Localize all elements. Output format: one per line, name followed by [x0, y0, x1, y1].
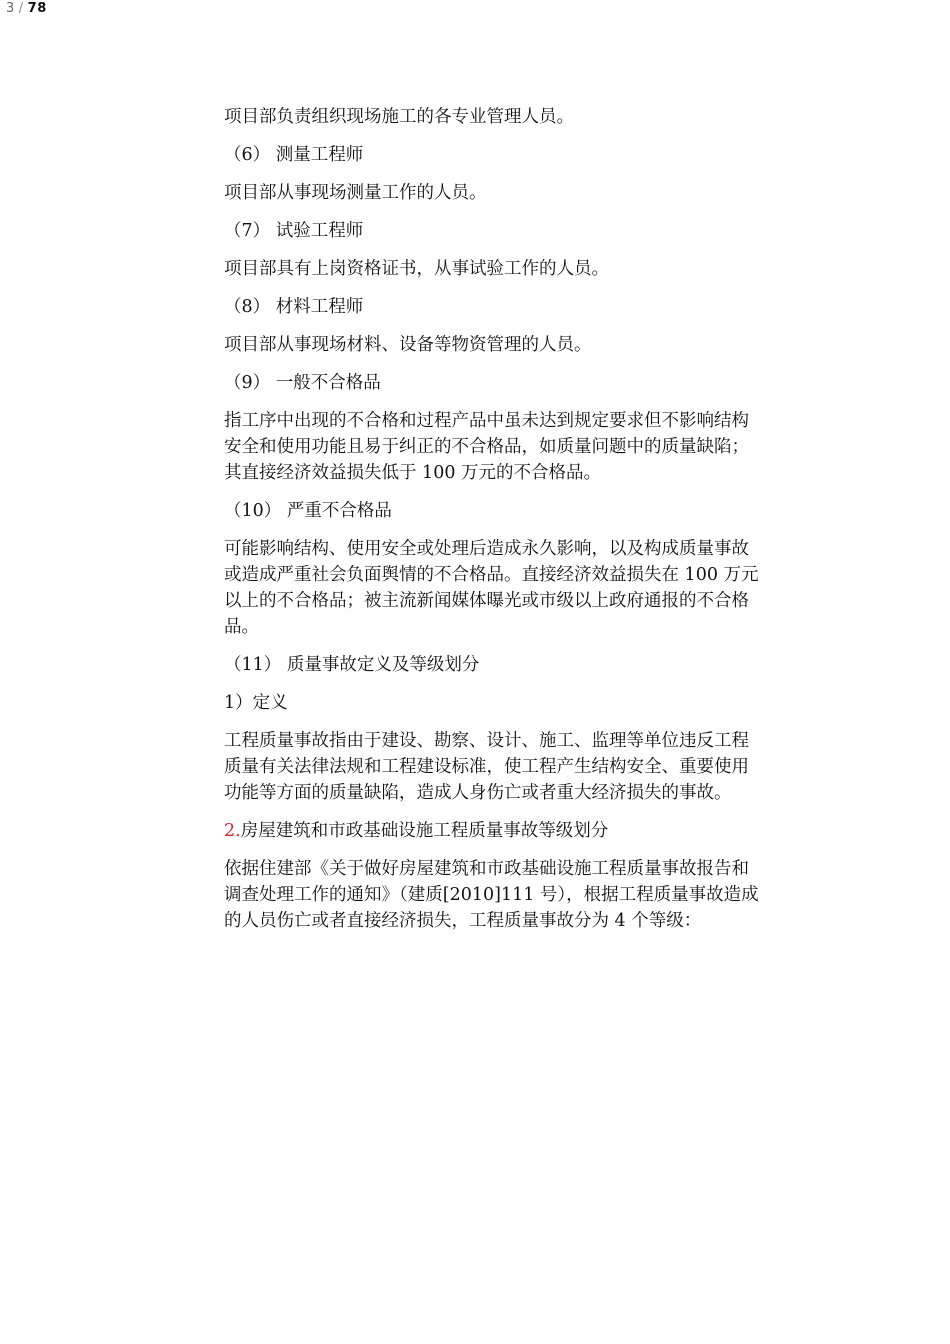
heading-testing-engineer: （7） 试验工程师 — [224, 221, 364, 241]
subheading-text: 房屋建筑和市政基础设施工程质量事故等级划分 — [240, 821, 609, 841]
page-indicator — [6, 1, 47, 16]
text-line: 或造成严重社会负面舆情的不合格品。直接经济效益损失在 100 万元 — [224, 565, 759, 585]
text-line: 品。 — [224, 617, 259, 637]
total-pages: 78 — [27, 1, 47, 16]
page-separator: / — [18, 1, 24, 16]
paragraph-accident-definition — [224, 728, 810, 806]
paragraph-serious-nonconformity — [224, 536, 810, 640]
text-line: 以上的不合格品；被主流新闻媒体曝光或市级以上政府通报的不合格 — [224, 591, 749, 611]
subheading-accident-grading — [224, 818, 810, 844]
paragraph-surveying-engineer: 项目部从事现场测量工作的人员。 — [224, 183, 487, 203]
paragraph-construction-managers: 项目部负责组织现场施工的各专业管理人员。 — [224, 107, 574, 127]
heading-materials-engineer: （8） 材料工程师 — [224, 297, 364, 317]
current-page-number: 3 — [6, 1, 15, 16]
heading-surveying-engineer: （6） 测量工程师 — [224, 145, 364, 165]
text-line: 其直接经济效益损失低于 100 万元的不合格品。 — [224, 463, 602, 483]
text-line: 安全和使用功能且易于纠正的不合格品，如质量问题中的质量缺陷； — [224, 437, 749, 457]
subheading-number: 2. — [224, 821, 241, 841]
heading-general-nonconformity: （9） 一般不合格品 — [224, 373, 381, 393]
paragraph-materials-engineer: 项目部从事现场材料、设备等物资管理的人员。 — [224, 335, 592, 355]
paragraph-general-nonconformity — [224, 408, 810, 486]
text-line: 工程质量事故指由于建设、勘察、设计、施工、监理等单位违反工程 — [224, 731, 749, 751]
text-line: 可能影响结构、使用安全或处理后造成永久影响，以及构成质量事故 — [224, 539, 749, 559]
heading-quality-accident: （11） 质量事故定义及等级划分 — [224, 655, 480, 675]
subheading-definition: 1）定义 — [224, 693, 288, 713]
text-line: 调查处理工作的通知》（建质[2010]111 号），根据工程质量事故造成 — [224, 885, 759, 905]
text-line: 指工序中出现的不合格和过程产品中虽未达到规定要求但不影响结构 — [224, 411, 749, 431]
document-body — [224, 104, 810, 934]
text-line: 功能等方面的质量缺陷，造成人身伤亡或者重大经济损失的事故。 — [224, 783, 732, 803]
text-line: 质量有关法律法规和工程建设标准，使工程产生结构安全、重要使用 — [224, 757, 749, 777]
paragraph-accident-grading — [224, 856, 810, 934]
text-line: 的人员伤亡或者直接经济损失，工程质量事故分为 4 个等级： — [224, 911, 702, 931]
heading-serious-nonconformity: （10） 严重不合格品 — [224, 501, 392, 521]
paragraph-testing-engineer: 项目部具有上岗资格证书，从事试验工作的人员。 — [224, 259, 609, 279]
text-line: 依据住建部《关于做好房屋建筑和市政基础设施工程质量事故报告和 — [224, 859, 749, 879]
